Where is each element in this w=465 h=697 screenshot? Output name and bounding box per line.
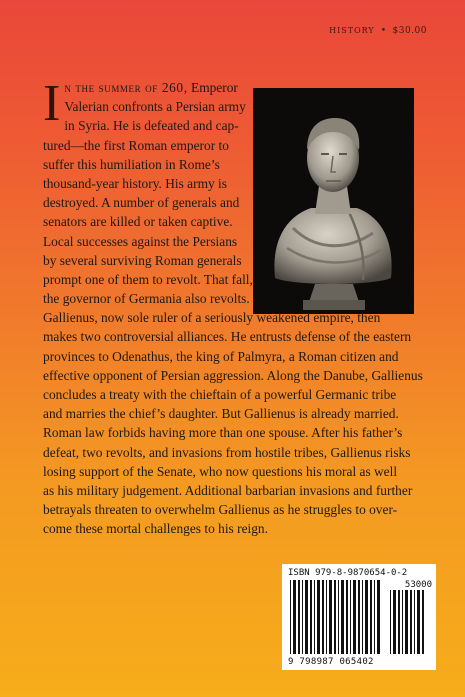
barcode-digits: 9 798987 065402: [288, 657, 374, 667]
price-code: 53000: [404, 580, 432, 590]
description-line: in Syria. He is defeated and cap-: [64, 118, 239, 134]
drop-cap: I: [43, 75, 61, 132]
description-line: the governor of Germania also revolts.: [43, 291, 250, 307]
description-line: effective opponent of Persian aggression. Along the Danube, Gallienus: [43, 367, 423, 383]
description-line: defeat, two revolts, and invasions from hostile tribes, Gallienus risks: [43, 444, 411, 460]
description-line-text: Emperor: [187, 80, 238, 95]
description-line: as his military judgement. Additional barbarian invasions and further: [43, 482, 413, 498]
description-line: [43, 78, 423, 97]
description-line: come these mortal challenges to his reign.: [43, 521, 268, 537]
description-line: prompt one of them to revolt. That fall,: [43, 271, 253, 287]
description-line: losing support of the Senate, who now questions his moral as well: [43, 463, 398, 479]
genre-label: HISTORY: [329, 26, 375, 35]
book-description: [43, 75, 423, 539]
header-separator: •: [380, 26, 387, 36]
isbn-label: ISBN 979-8-9870654-0-2: [288, 568, 408, 578]
description-line: betrayals threaten to overwhelm Gallienus as he struggles to over-: [43, 502, 398, 518]
barcode-bars: [290, 580, 386, 654]
description-line: tured—the first Roman emperor to: [43, 137, 229, 153]
description-line: Local successes against the Persians: [43, 233, 238, 249]
description-line: destroyed. A number of generals and: [43, 195, 240, 211]
description-line: concludes a treaty with the chieftain of a powerful Germanic tribe: [43, 387, 397, 402]
description-line: by several surviving Roman generals: [43, 252, 242, 268]
opening-smallcaps: n the summer of 260,: [64, 80, 188, 95]
genre-price-header: [329, 26, 427, 36]
description-line: thousand-year history. His army is: [43, 175, 227, 191]
description-line: Gallienus, now sole ruler of a seriously weakened empire, then: [43, 310, 381, 326]
description-line: Valerian confronts a Persian army: [64, 99, 246, 115]
description-line: Roman law forbids having more than one spouse. After his father’s: [43, 425, 403, 441]
description-line: senators are killed or taken captive.: [43, 214, 233, 230]
description-line: makes two controversial alliances. He entrusts defense of the eastern: [43, 329, 412, 345]
isbn-barcode: [282, 564, 436, 670]
price-label: $30.00: [392, 26, 427, 36]
barcode-addon-bars: [390, 590, 430, 654]
description-line: provinces to Odenathus, the king of Palmyra, a Roman citizen and: [43, 348, 399, 364]
description-line: and marries the chief’s daughter. But Gallienus is already married.: [43, 406, 399, 422]
description-line: suffer this humiliation in Rome’s: [43, 156, 220, 172]
